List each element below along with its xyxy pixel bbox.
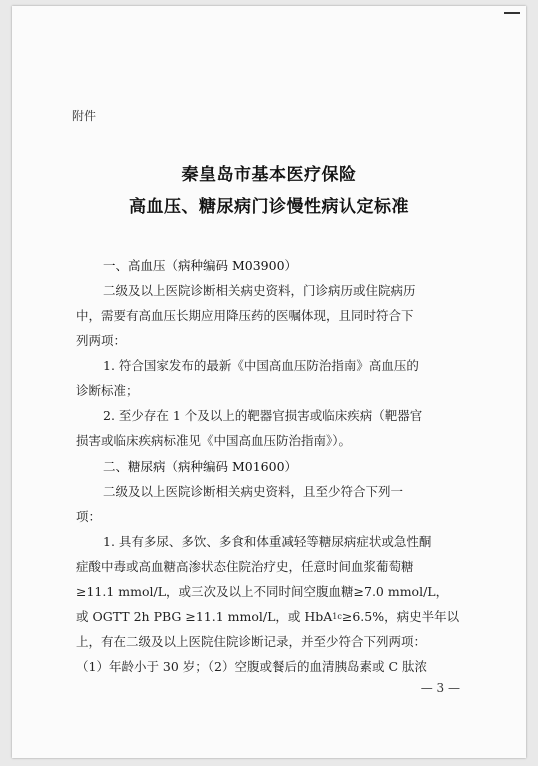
paragraph-line: 上，有在二级及以上医院住院诊断记录，并至少符合下列两项： <box>76 634 427 649</box>
paragraph-line: 1. 符合国家发布的最新《中国高血压防治指南》高血压的 <box>103 358 419 373</box>
paragraph-fragment: ≥6.5%，病史半年以 <box>341 609 460 624</box>
paragraph-line <box>76 604 478 629</box>
paragraph-line: 损害或临床疾病标准见《中国高血压防治指南》）。 <box>76 433 352 448</box>
paragraph-line: 列两项： <box>76 333 127 348</box>
document-title-line1: 秦皇岛市基本医疗保险 <box>181 165 357 185</box>
subscript: 1c <box>332 612 342 621</box>
paragraph-line: 二级及以上医院诊断相关病史资料，且至少符合下列一 <box>103 484 404 499</box>
attachment-label: 附件 <box>72 109 97 123</box>
paragraph-line: ≥11.1 mmol/L，或三次及以上不同时间空腹血糖≥7.0 mmol/L， <box>76 584 449 599</box>
page-number: — 3 — <box>420 681 460 695</box>
paragraph-line: 项： <box>76 509 102 524</box>
section1-heading: 一、高血压（病种编码 M03900） <box>103 258 298 273</box>
paragraph-line: 二级及以上医院诊断相关病史资料，门诊病历或住院病历 <box>103 283 416 298</box>
paragraph-line: 症酸中毒或高血糖高渗状态住院治疗史，任意时间血浆葡萄糖 <box>76 559 414 574</box>
paragraph-line: 中，需要有高血压长期应用降压药的医嘱体现，且同时符合下 <box>76 308 414 323</box>
paragraph-line: （1）年龄小于 30 岁；（2）空腹或餐后的血清胰岛素或 C 肽浓 <box>76 659 428 674</box>
document-page <box>12 6 526 758</box>
paragraph-line: 1. 具有多尿、多饮、多食和体重减轻等糖尿病症状或急性酮 <box>103 534 432 549</box>
paragraph-line: 2. 至少存在 1 个及以上的靶器官损害或临床疾病（靶器官 <box>103 408 423 423</box>
document-title-line2: 高血压、糖尿病门诊慢性病认定标准 <box>129 197 409 217</box>
paragraph-line: 诊断标准； <box>76 383 139 398</box>
paragraph-fragment: 或 OGTT 2h PBG ≥11.1 mmol/L，或 HbA <box>76 609 333 624</box>
corner-mark <box>504 12 520 14</box>
section2-heading: 二、糖尿病（病种编码 M01600） <box>103 459 298 474</box>
document-body <box>76 253 478 679</box>
